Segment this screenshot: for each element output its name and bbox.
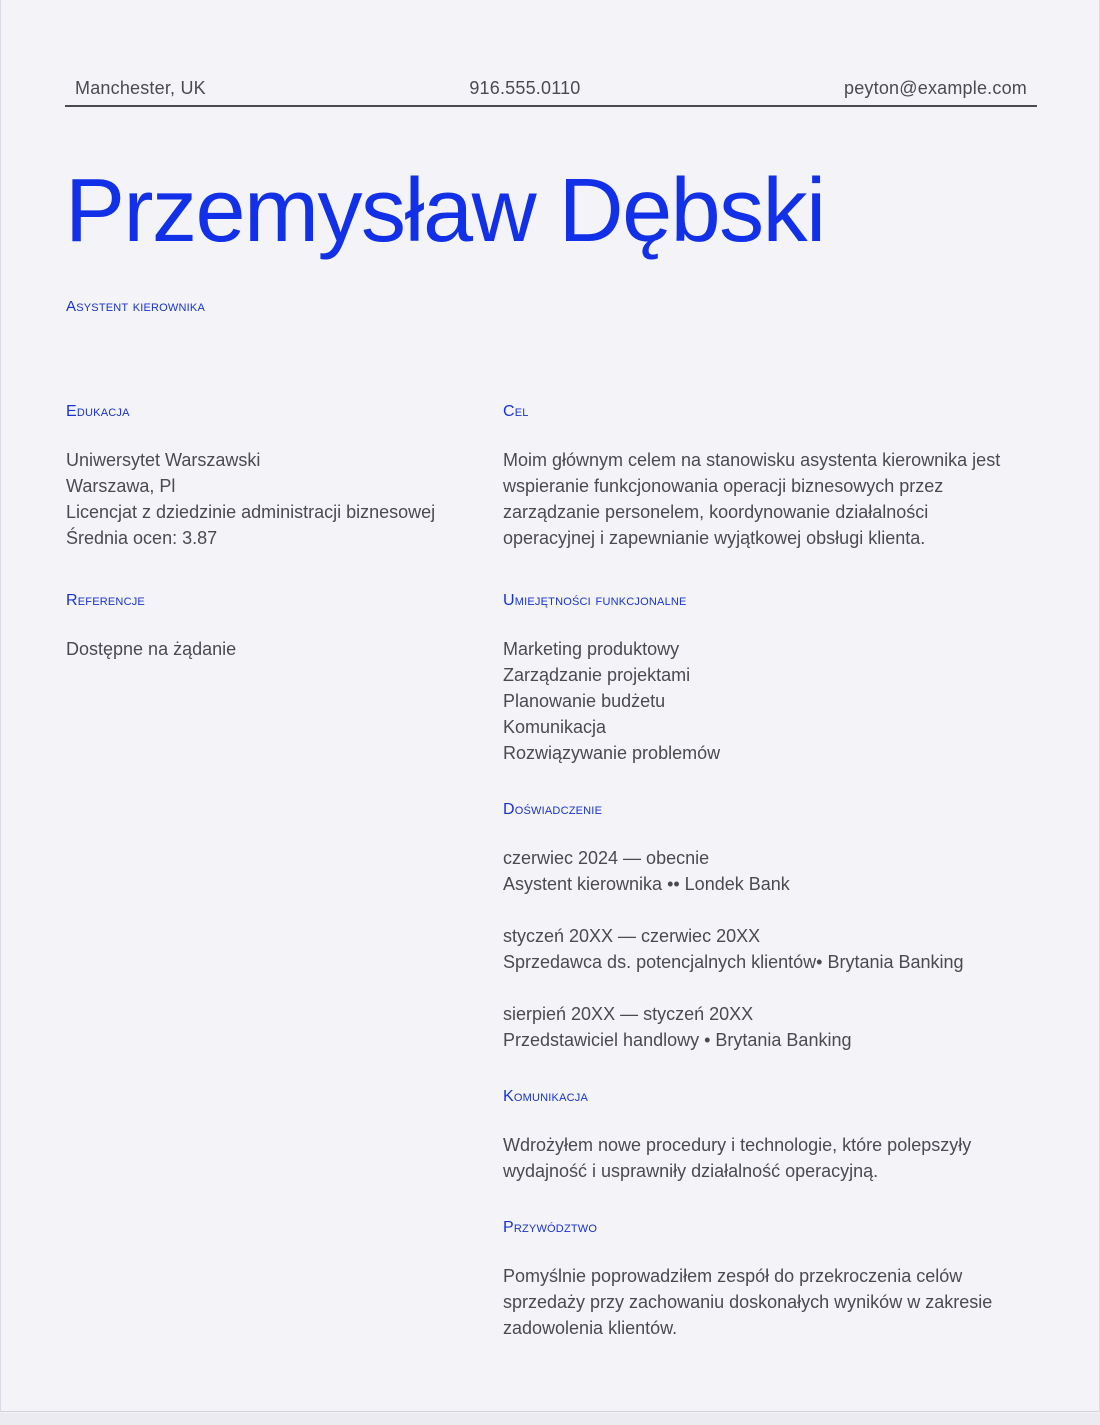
phone-text[interactable]: 916.555.0110 — [469, 78, 581, 98]
page-edge — [0, 1413, 1100, 1425]
objective-line: operacyjnej i zapewnianie wyjątkowej obsługi klienta. — [503, 528, 926, 548]
objective-line: zarządzanie personelem, koordynowanie działalności — [503, 502, 929, 522]
experience-heading: Doświadczenie — [503, 801, 603, 818]
leadership-line: Pomyślnie poprowadziłem zespół do przekroczenia celów — [503, 1266, 963, 1286]
objective-heading: Cel — [503, 403, 529, 420]
experience-dates: styczeń 20XX — czerwiec 20XX — [503, 926, 761, 946]
experience-entry — [503, 923, 964, 975]
experience-role: Asystent kierownika •• Londek Bank — [503, 874, 790, 894]
references-heading: Referencje — [66, 592, 145, 609]
skill-item: Zarządzanie projektami — [503, 665, 691, 685]
location-text: Manchester, UK — [75, 78, 206, 98]
communication-heading: Komunikacja — [503, 1088, 588, 1105]
communication-line: Wdrożyłem nowe procedury i technologie, które polepszyły — [503, 1135, 972, 1155]
communication-line: wydajność i usprawniły działalność operacyjną. — [503, 1161, 879, 1181]
experience-dates: sierpień 20XX — styczeń 20XX — [503, 1004, 754, 1024]
experience-role: Przedstawiciel handlowy • Brytania Banking — [503, 1030, 852, 1050]
experience-dates: czerwiec 2024 — obecnie — [503, 848, 710, 868]
skills-list — [503, 636, 720, 766]
education-line: Średnia ocen: 3.87 — [66, 528, 218, 548]
references-line: Dostępne na żądanie — [66, 639, 237, 659]
skill-item: Planowanie budżetu — [503, 691, 666, 711]
skill-item: Komunikacja — [503, 717, 607, 737]
contact-bar — [65, 78, 1037, 107]
education-heading: Edukacja — [66, 403, 130, 420]
references-text — [66, 636, 236, 662]
communication-text — [503, 1132, 971, 1184]
objective-line: wspieranie funkcjonowania operacji biznesowych przez — [503, 476, 944, 496]
experience-role: Sprzedawca ds. potencjalnych klientów• Brytania Banking — [503, 952, 964, 972]
education-line: Uniwersytet Warszawski — [66, 450, 261, 470]
skills-heading: Umiejętności funkcjonalne — [503, 592, 687, 609]
objective-text — [503, 447, 1000, 551]
education-details — [66, 447, 435, 551]
objective-line: Moim głównym celem na stanowisku asystenta kierownika jest — [503, 450, 1001, 470]
email-link[interactable]: peyton@example.com — [844, 78, 1027, 98]
leadership-text — [503, 1263, 992, 1341]
skill-item: Marketing produktowy — [503, 639, 680, 659]
skill-item: Rozwiązywanie problemów — [503, 743, 721, 763]
leadership-line: zadowolenia klientów. — [503, 1318, 678, 1338]
experience-entry — [503, 845, 790, 897]
candidate-name: Przemysław Dębski — [65, 161, 825, 261]
job-title: Asystent kierownika — [66, 298, 205, 315]
experience-entry — [503, 1001, 851, 1053]
leadership-heading: Przywództwo — [503, 1219, 598, 1236]
education-line: Warszawa, Pl — [66, 476, 176, 496]
education-line: Licencjat z dziedzinie administracji biznesowej — [66, 502, 436, 522]
leadership-line: sprzedaży przy zachowaniu doskonałych wyników w zakresie — [503, 1292, 993, 1312]
